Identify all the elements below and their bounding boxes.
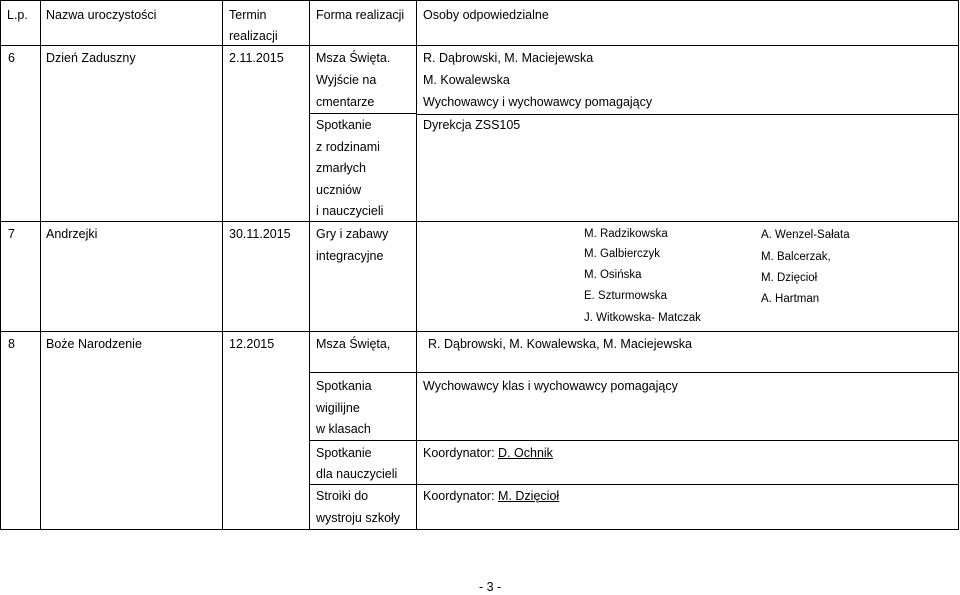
row6-form-line: z rodzinami	[316, 140, 380, 154]
row8-mass-divider	[309, 372, 959, 373]
row6-person: Dyrekcja ZSS105	[423, 118, 521, 132]
row6-end	[0, 221, 959, 222]
row6-form-line: Wyjście na	[316, 73, 377, 87]
row7-person: M. Osińska	[584, 269, 642, 281]
header-lp: L.p.	[7, 8, 28, 22]
header-term-line2: realizacji	[229, 29, 278, 43]
row7-number: 7	[8, 227, 15, 241]
row7-name: Andrzejki	[46, 227, 98, 241]
row8-form-meetings: w klasach	[316, 422, 371, 436]
row8-form-decor: wystroju szkoły	[316, 511, 401, 525]
row6-form-line: Spotkanie	[316, 118, 372, 132]
row7-person: M. Radzikowska	[584, 228, 668, 240]
row8-meetings-divider	[309, 440, 959, 441]
coordinator-label: Koordynator:	[423, 446, 499, 460]
row7-person: E. Szturmowska	[584, 290, 668, 302]
border-left	[0, 0, 1, 530]
row6-person: Wychowawcy i wychowawcy pomagający	[423, 95, 653, 109]
row8-persons-meetings: Wychowawcy klas i wychowawcy pomagający	[423, 379, 678, 393]
coordinator-name: M. Dzięcioł	[498, 489, 560, 503]
row6-divider-a	[309, 113, 416, 114]
row7-end	[0, 331, 959, 332]
row7-date: 30.11.2015	[229, 227, 291, 241]
row7-person: J. Witkowska- Matczak	[584, 312, 701, 324]
row8-persons-teachers	[423, 446, 553, 461]
coordinator-name: D. Ochnik	[498, 446, 553, 460]
row6-person: R. Dąbrowski, M. Maciejewska	[423, 51, 594, 65]
row7-person: M. Galbierczyk	[584, 248, 661, 260]
header-persons: Osoby odpowiedzialne	[423, 8, 549, 22]
header-name: Nazwa uroczystości	[46, 8, 157, 22]
row8-persons-decor	[423, 489, 559, 504]
row8-number: 8	[8, 337, 15, 351]
row7-person: A. Hartman	[761, 293, 820, 305]
row7-person: A. Wenzel-Sałata	[761, 229, 850, 241]
row6-form-line: Msza Święta.	[316, 51, 391, 65]
row8-form-meetings: wigilijne	[316, 401, 360, 415]
row6-form-line: i nauczycieli	[316, 204, 384, 218]
row6-number: 6	[8, 51, 15, 65]
row8-form-meetings: Spotkania	[316, 379, 372, 393]
row8-form-teachers: Spotkanie	[316, 446, 372, 460]
row8-teachers-divider	[309, 484, 959, 485]
border-bottom	[0, 529, 959, 530]
row8-form-decor: Stroiki do	[316, 489, 369, 503]
row8-form-teachers: dla nauczycieli	[316, 467, 398, 481]
row6-person: M. Kowalewska	[423, 73, 510, 87]
border-right	[958, 0, 959, 530]
row6-name: Dzień Zaduszny	[46, 51, 136, 65]
header-form: Forma realizacji	[316, 8, 405, 22]
col-divider-3	[309, 0, 310, 530]
header-divider	[0, 45, 959, 46]
col-divider-2	[222, 0, 223, 530]
header-term-line1: Termin	[229, 8, 267, 22]
col-divider-1	[40, 0, 41, 530]
row7-form-line: Gry i zabawy	[316, 227, 389, 241]
row6-form-line: uczniów	[316, 183, 362, 197]
row8-name: Boże Narodzenie	[46, 337, 142, 351]
coordinator-label: Koordynator:	[423, 489, 499, 503]
row6-date: 2.11.2015	[229, 51, 284, 65]
row8-date: 12.2015	[229, 337, 275, 351]
row6-divider-b	[416, 114, 959, 115]
row8-form-mass: Msza Święta,	[316, 337, 391, 351]
page-number: - 3 -	[479, 580, 502, 594]
border-top	[0, 0, 959, 1]
row6-form-line: zmarłych	[316, 161, 367, 175]
col-divider-4	[416, 0, 417, 530]
row8-persons-mass: R. Dąbrowski, M. Kowalewska, M. Maciejewska	[428, 337, 692, 351]
row7-person: M. Dzięcioł	[761, 272, 818, 284]
row7-form-line: integracyjne	[316, 249, 384, 263]
row7-person: M. Balcerzak,	[761, 251, 831, 263]
row6-form-line: cmentarze	[316, 95, 375, 109]
